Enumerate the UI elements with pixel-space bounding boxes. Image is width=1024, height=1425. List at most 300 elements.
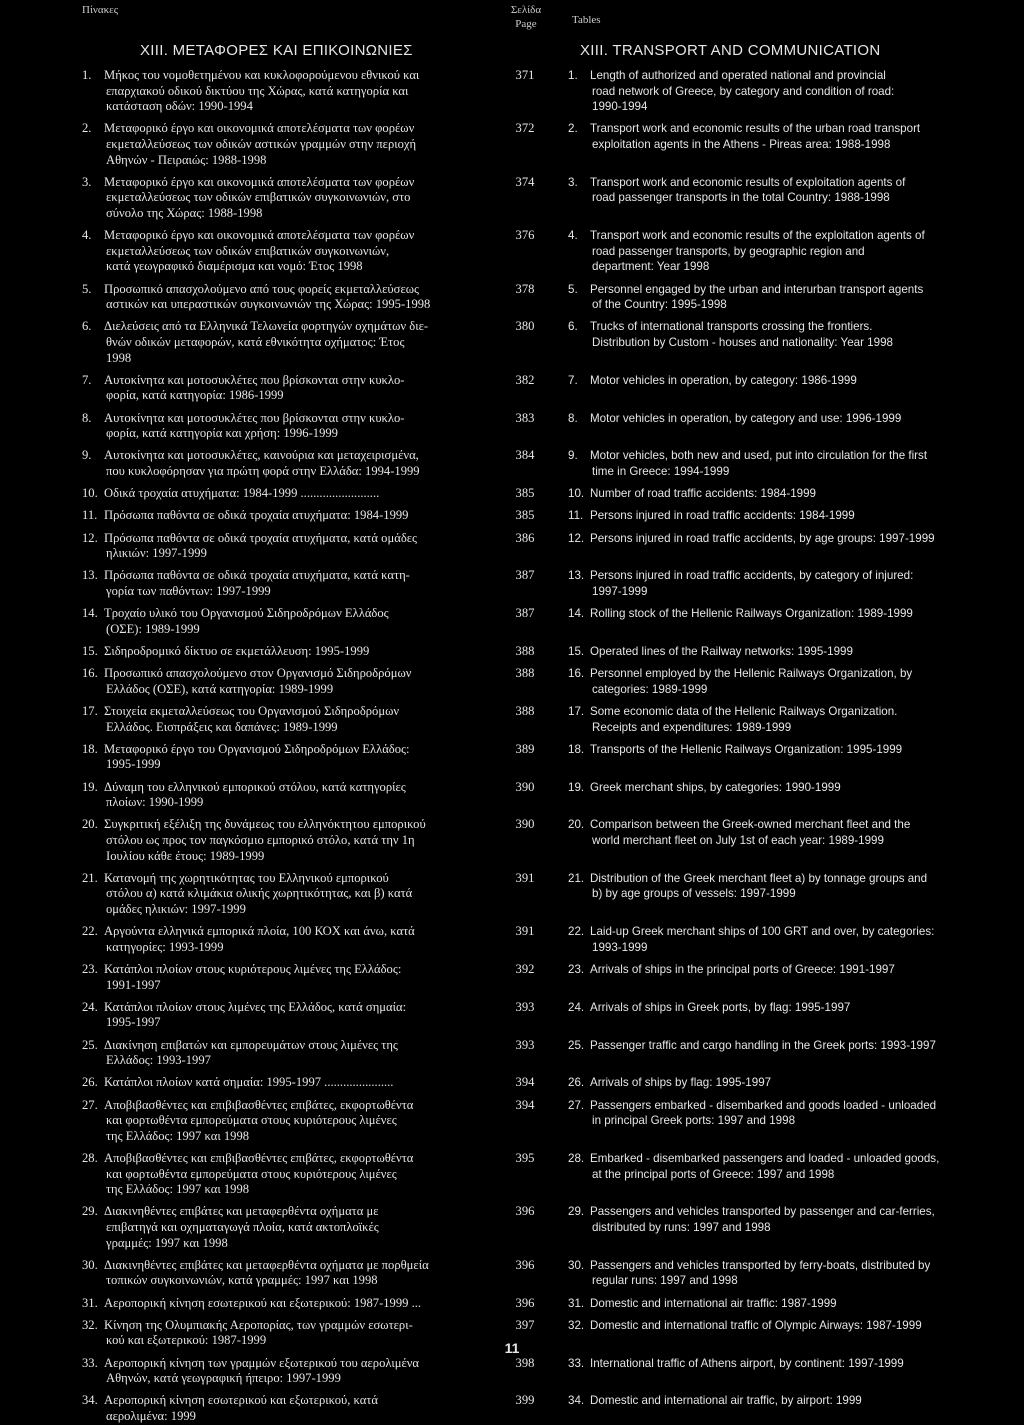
entry-title-en [568, 568, 996, 599]
entry-number: 2. [82, 121, 92, 136]
entry-text-en-line: Arrivals of ships in Greek ports, by flag: 1995-1997 [590, 1000, 851, 1014]
entry-text-en-line: Persons injured in road traffic accidents, by age groups: 1997-1999 [590, 531, 935, 545]
entry-text-gr-line: κατάσταση οδών: 1990-1994 [106, 99, 253, 114]
entry-number-en: 22. [568, 925, 585, 939]
entry-title-en [568, 68, 996, 115]
entry-text-gr-line: Τροχαίο υλικό του Οργανισμού Σιδηροδρόμων Ελλάδος [104, 606, 389, 621]
entry-number-en: 15. [568, 645, 585, 658]
entry-title-en [568, 742, 996, 758]
entry-title-gr [82, 68, 490, 115]
entry-text-gr-line: και φορτωθέντα εμπορεύματα στους κυριότερους λιμένες [106, 1166, 397, 1181]
entry-text-en-line: Motor vehicles in operation, by category and use: 1996-1999 [590, 411, 902, 425]
entry-text-gr-line: Κατανομή της χωρητικότητας του Ελληνικού εμπορικού [104, 870, 389, 885]
toc-entry[interactable] [0, 448, 1024, 479]
toc-entry[interactable] [0, 282, 1024, 313]
entry-text-gr-line: Διακινηθέντες επιβάτες και μεταφερθέντα οχήματα με [104, 1204, 379, 1219]
entry-page-number[interactable]: 399 [515, 1393, 535, 1408]
entry-text-gr-line: Ελλάδος: 1993-1997 [106, 1053, 211, 1068]
entry-title-en [568, 1393, 996, 1409]
entry-text-gr-line: 1998 [106, 350, 132, 365]
entry-text-gr-line: Στοιχεία εκμεταλλεύσεως του Οργανισμού Σιδηροδρόμων [104, 704, 400, 718]
entry-text-en-line: Receipts and expenditures: 1989-1999 [592, 720, 792, 734]
section-title-gr: XIII. ΜΕΤΑΦΟΡΕΣ ΚΑΙ ΕΠΙΚΟΙΝΩΝΙΕΣ [140, 42, 413, 59]
entry-title-en [568, 644, 996, 660]
entry-title-en [568, 319, 996, 350]
entry-title-en [568, 508, 996, 524]
entry-text-gr-line: Οδικά τροχαία ατυχήματα: 1984-1999 ......................... [104, 486, 380, 501]
entry-number: 30. [82, 1257, 98, 1272]
entry-page-number[interactable]: 396 [515, 1204, 535, 1219]
entry-page-number[interactable]: 398 [515, 1355, 535, 1370]
entry-text-en-line: Domestic and international air traffic: 1987-1999 [590, 1296, 837, 1310]
entry-number-en: 7. [568, 373, 578, 387]
entry-text-gr-line: Πρόσωπα παθόντα σε οδικά τροχαία ατυχήματα, κατά κατη- [104, 568, 410, 583]
entry-page-number[interactable]: 389 [515, 741, 535, 756]
entry-title-en [568, 871, 996, 902]
entry-number: 21. [82, 870, 98, 885]
entry-number: 3. [82, 174, 92, 189]
entry-text-gr-line: εκμεταλλεύσεως των οδικών επιβατικών συγκοινωνιών, στο [106, 190, 411, 205]
toc-entry[interactable] [0, 531, 1024, 562]
entry-text-gr-line: φορία, κατά κατηγορία: 1986-1999 [106, 388, 284, 403]
entry-text-en-line: 1997-1999 [592, 584, 648, 598]
entry-text-en-line: at the principal ports of Greece: 1997 and 1998 [592, 1167, 835, 1181]
entry-text-gr-line: της Ελλάδος: 1997 και 1998 [106, 1128, 250, 1143]
entry-text-en-line: Transport work and economic results of the urban road transport [590, 122, 921, 136]
entry-number-en: 8. [568, 411, 578, 425]
entry-text-gr-line: ηλικιών: 1997-1999 [106, 546, 207, 561]
entry-page-number[interactable]: 392 [515, 962, 535, 976]
entry-title-en [568, 1098, 996, 1129]
entry-text-gr-line: Σιδηροδρομικό δίκτυο σε εκμετάλλευση: 1995-1999 [104, 644, 370, 658]
entry-page-number[interactable]: 383 [515, 410, 535, 425]
entry-text-en-line: Rolling stock of the Hellenic Railways Organization: 1989-1999 [590, 607, 913, 621]
entry-number: 23. [82, 962, 98, 976]
entry-title-gr [82, 924, 490, 955]
entry-text-gr-line: Αυτοκίνητα και μοτοσυκλέτες που βρίσκονται στην κυκλο- [104, 410, 405, 425]
entry-text-en-line: Arrivals of ships by flag: 1995-1997 [590, 1076, 772, 1090]
entry-text-gr-line: Αεροπορική κίνηση εσωτερικού και εξωτερικού: 1987-1999 ... [104, 1295, 422, 1310]
entry-number: 22. [82, 924, 98, 939]
entry-title-gr [82, 448, 490, 479]
entry-number: 14. [82, 606, 98, 621]
entry-number: 1. [82, 68, 92, 82]
entry-number-en: 3. [568, 175, 578, 189]
entry-text-gr-line: επαρχιακού οδικού δικτύου της Χώρας, κατά κατηγορία και [106, 83, 409, 98]
entry-number-en: 10. [568, 487, 585, 501]
toc-entry[interactable] [0, 508, 1024, 524]
entry-text-gr-line: θνών οδικών μεταφορών, κατά εθνικότητα οχήματος: Έτος [106, 334, 405, 349]
entry-number: 33. [82, 1355, 98, 1370]
entry-title-gr [82, 1204, 490, 1251]
toc-entry[interactable] [0, 871, 1024, 918]
entry-text-gr-line: ομάδες ηλικιών: 1997-1999 [106, 901, 246, 916]
entry-title-en [568, 121, 996, 152]
entry-number: 24. [82, 999, 98, 1014]
entry-number-en: 32. [568, 1318, 585, 1332]
entry-number: 6. [82, 319, 92, 334]
section-title-en: XIII. TRANSPORT AND COMMUNICATION [580, 42, 881, 59]
entry-title-en [568, 282, 996, 313]
entry-text-en-line: Transports of the Hellenic Railways Organization: 1995-1999 [590, 742, 903, 756]
entry-text-en-line: Trucks of international transports crossing the frontiers. [590, 320, 873, 334]
entry-number-en: 24. [568, 1000, 585, 1014]
toc-entry[interactable] [0, 644, 1024, 660]
toc-entry[interactable] [0, 817, 1024, 864]
toc-entry[interactable] [0, 606, 1024, 637]
entry-title-en [568, 1296, 996, 1312]
entry-number: 26. [82, 1075, 98, 1090]
entry-text-gr-line: επιβατηγά και οχηματαγωγά πλοία, κατά ακτοπλοϊκές [106, 1219, 379, 1234]
entry-text-en-line: Persons injured in road traffic accidents: 1984-1999 [590, 509, 855, 523]
entry-number-en: 4. [568, 229, 578, 243]
entry-text-en-line: distributed by runs: 1997 and 1998 [592, 1220, 771, 1234]
entry-text-en-line: of the Country: 1995-1998 [592, 298, 727, 312]
toc-entry[interactable] [0, 924, 1024, 955]
toc-entry[interactable] [0, 704, 1024, 735]
entry-page-number[interactable]: 386 [515, 530, 535, 545]
entry-title-gr [82, 1038, 490, 1069]
entry-text-en-line: road network of Greece, by category and condition of road: [592, 84, 895, 98]
toc-entry[interactable] [0, 780, 1024, 811]
entry-text-gr-line: φορία, κατά κατηγορία και χρήση: 1996-1999 [106, 426, 338, 441]
entry-page-number[interactable]: 396 [515, 1257, 535, 1272]
entry-text-gr-line: Πρόσωπα παθόντα σε οδικά τροχαία ατυχήματα, κατά ομάδες [104, 530, 418, 545]
entry-text-gr-line: Πρόσωπα παθόντα σε οδικά τροχαία ατυχήματα: 1984-1999 [104, 508, 409, 523]
entry-text-gr-line: Αργούντα ελληνικά εμπορικά πλοία, 100 ΚΟΧ και άνω, κατά [104, 924, 415, 939]
entry-title-en [568, 924, 996, 955]
entry-title-gr [82, 1356, 490, 1387]
entry-text-en-line: Number of road traffic accidents: 1984-1999 [590, 487, 816, 501]
entry-text-gr-line: αερολιμένα: 1999 [106, 1408, 196, 1423]
entry-page-number[interactable]: 378 [515, 281, 535, 296]
entry-text-en-line: Distribution of the Greek merchant fleet a) by tonnage groups and [590, 871, 928, 885]
toc-entry[interactable] [0, 1356, 1024, 1387]
entry-text-en-line: Domestic and international traffic of Olympic Airways: 1987-1999 [590, 1318, 922, 1332]
entry-number-en: 33. [568, 1356, 585, 1370]
entry-number: 13. [82, 568, 98, 583]
entry-text-en-line: Motor vehicles in operation, by category: 1986-1999 [590, 373, 857, 387]
entry-number: 15. [82, 644, 98, 658]
entry-text-en-line: world merchant fleet on July 1st of each year: 1989-1999 [592, 833, 884, 847]
entry-page-number[interactable]: 394 [515, 1075, 535, 1090]
entry-title-en [568, 1204, 996, 1235]
entry-title-en [568, 486, 996, 502]
entry-title-gr [82, 282, 490, 313]
entry-page-number[interactable]: 396 [515, 1295, 535, 1310]
toc-entry[interactable] [0, 68, 1024, 115]
entry-number-en: 25. [568, 1038, 585, 1052]
entry-text-gr-line: κού και εξωτερικού: 1987-1999 [106, 1333, 267, 1348]
entry-number: 17. [82, 704, 98, 718]
entry-text-gr-line: Ελλάδος. Εισπράξεις και δαπάνες: 1989-1999 [106, 719, 338, 734]
entry-number: 29. [82, 1204, 98, 1219]
entry-title-en [568, 448, 996, 479]
entry-title-gr [82, 871, 490, 918]
entry-text-en-line: 1993-1999 [592, 940, 648, 954]
toc-entry[interactable] [0, 1296, 1024, 1312]
entry-page-number[interactable]: 372 [515, 121, 535, 136]
entry-text-gr-line: Συγκριτική εξέλιξη της δυνάμεως του ελληνόκτητου εμπορικού [104, 817, 426, 832]
entry-text-gr-line: σύνολο της Χώρας: 1988-1998 [106, 205, 263, 220]
entry-page-number[interactable]: 371 [515, 68, 535, 82]
entry-number-en: 1. [568, 69, 578, 82]
entry-text-gr-line: πλοίων: 1990-1999 [106, 795, 204, 810]
entry-number: 27. [82, 1097, 98, 1112]
entry-title-gr [82, 742, 490, 773]
entry-page-number[interactable]: 390 [515, 817, 535, 832]
entry-page-number[interactable]: 397 [515, 1317, 535, 1332]
entry-title-en [568, 531, 996, 547]
toc-entry[interactable] [0, 175, 1024, 222]
entry-page-number[interactable]: 376 [515, 228, 535, 243]
entry-text-gr-line: 1995-1999 [106, 757, 161, 772]
entry-text-en-line: Persons injured in road traffic accidents, by category of injured: [590, 569, 914, 583]
entry-text-en-line: exploitation agents in the Athens - Pireas area: 1988-1998 [592, 137, 891, 151]
entry-title-gr [82, 1151, 490, 1198]
entry-title-en [568, 780, 996, 796]
entry-text-en-line: Personnel employed by the Hellenic Railways Organization, by [590, 667, 913, 681]
entry-text-en-line: road passenger transports, by geographic region and [592, 244, 865, 258]
entry-text-gr-line: Προσωπικό απασχολούμενο στον Οργανισμό Σιδηροδρόμων [104, 666, 412, 681]
toc-entry[interactable] [0, 1258, 1024, 1289]
entry-text-gr-line: Κατάπλοι πλοίων στους λιμένες της Ελλάδος, κατά σημαία: [104, 999, 407, 1014]
toc-entry[interactable] [0, 1151, 1024, 1198]
entry-title-gr [82, 508, 490, 524]
entry-text-en-line: Embarked - disembarked passengers and loaded - unloaded goods, [590, 1152, 940, 1165]
entry-text-en-line: Laid-up Greek merchant ships of 100 GRT and over, by categories: [590, 925, 935, 939]
entry-text-en-line: Transport work and economic results of the exploitation agents of [590, 229, 925, 243]
entry-text-gr-line: Ιουλίου κάθε έτους: 1989-1999 [106, 848, 265, 863]
entry-text-en-line: Distribution by Custom - houses and nationality: Year 1998 [592, 335, 893, 349]
entry-title-gr [82, 175, 490, 222]
entry-number-en: 12. [568, 531, 585, 545]
entry-number: 8. [82, 410, 92, 425]
entry-title-gr [82, 817, 490, 864]
entry-text-gr-line: Κατάπλοι πλοίων στους κυριότερους λιμένες της Ελλάδος: [104, 962, 402, 976]
entry-title-gr [82, 606, 490, 637]
entry-text-gr-line: τοπικών συγκοινωνιών, κατά γραμμές: 1997 και 1998 [106, 1273, 378, 1288]
entry-text-gr-line: εκμεταλλεύσεως των οδικών αστικών γραμμών στην περιοχή [106, 136, 417, 151]
toc-entry[interactable] [0, 1393, 1024, 1424]
entry-text-gr-line: Αυτοκίνητα και μοτοσυκλέτες, καινούρια και μεταχειρισμένα, [104, 448, 419, 463]
entry-text-gr-line: Μεταφορικό έργο του Οργανισμού Σιδηροδρόμων Ελλάδος: [104, 741, 410, 756]
entry-number: 25. [82, 1037, 98, 1052]
toc-entry[interactable] [0, 319, 1024, 366]
entry-title-gr [82, 568, 490, 599]
entry-page-number[interactable]: 382 [515, 372, 535, 387]
entry-number: 19. [82, 779, 98, 794]
entry-title-en [568, 817, 996, 848]
entry-text-en-line: regular runs: 1997 and 1998 [592, 1274, 738, 1288]
entry-title-gr [82, 1393, 490, 1424]
entry-text-en-line: road passenger transports in the total Country: 1988-1998 [592, 191, 890, 205]
entry-text-gr-line: (ΟΣΕ): 1989-1999 [106, 621, 200, 636]
entry-page-number[interactable]: 385 [515, 486, 535, 501]
entry-text-gr-line: που κυκλοφόρησαν για πρώτη φορά στην Ελλάδα: 1994-1999 [106, 463, 420, 478]
entry-page-number[interactable]: 380 [515, 319, 535, 334]
entry-title-en [568, 175, 996, 206]
entry-text-gr-line: Αεροπορική κίνηση εσωτερικού και εξωτερικού, κατά [104, 1393, 379, 1408]
entry-page-number[interactable]: 388 [515, 666, 535, 681]
toc-entry[interactable] [0, 373, 1024, 404]
entry-number-en: 6. [568, 320, 578, 334]
entry-number: 4. [82, 228, 92, 243]
entry-text-en-line: Arrivals of ships in the principal ports of Greece: 1991-1997 [590, 963, 895, 976]
entry-text-en-line: in principal Greek ports: 1997 and 1998 [592, 1114, 796, 1128]
toc-entry[interactable] [0, 1000, 1024, 1031]
entry-number: 32. [82, 1317, 98, 1332]
entry-number-en: 18. [568, 742, 585, 756]
entry-text-en-line: Comparison between the Greek-owned merchant fleet and the [590, 818, 911, 832]
entry-text-en-line: International traffic of Athens airport, by continent: 1997-1999 [590, 1356, 904, 1370]
entry-text-gr-line: 1995-1997 [106, 1015, 161, 1030]
entry-text-gr-line: Προσωπικό απασχολούμενο από τους φορείς εκμεταλλεύσεως [104, 281, 420, 296]
entry-page-number[interactable]: 385 [515, 508, 535, 523]
entry-text-en-line: Passengers and vehicles transported by passenger and car-ferries, [590, 1205, 935, 1219]
entry-number: 9. [82, 448, 92, 463]
entry-number: 16. [82, 666, 98, 681]
entry-text-gr-line: Διελεύσεις από τα Ελληνικά Τελωνεία φορτηγών οχημάτων διε- [104, 319, 429, 334]
entry-title-en [568, 666, 996, 697]
entry-number: 7. [82, 372, 92, 387]
entry-title-gr [82, 1075, 490, 1091]
entry-title-en [568, 1356, 996, 1372]
entry-number-en: 26. [568, 1076, 585, 1090]
entry-title-gr [82, 121, 490, 168]
entry-title-en [568, 373, 996, 389]
entry-number-en: 19. [568, 780, 585, 794]
toc-entry[interactable] [0, 228, 1024, 275]
entry-page-number[interactable]: 388 [515, 644, 535, 658]
entry-text-gr-line: γορία των παθόντων: 1997-1999 [106, 583, 271, 598]
entry-title-gr [82, 666, 490, 697]
toc-entry[interactable] [0, 568, 1024, 599]
entry-text-en-line: categories: 1989-1999 [592, 682, 708, 696]
entry-page-number[interactable]: 390 [515, 779, 535, 794]
entry-title-en [568, 1038, 996, 1054]
entry-text-en-line: Transport work and economic results of exploitation agents of [590, 175, 906, 189]
entry-number-en: 28. [568, 1152, 585, 1165]
entry-text-gr-line: Κατάπλοι πλοίων κατά σημαία: 1995-1997 ...................... [104, 1075, 394, 1090]
toc-entry[interactable] [0, 486, 1024, 502]
entry-page-number[interactable]: 394 [515, 1097, 535, 1112]
page-number: 11 [504, 1340, 520, 1356]
entry-number: 20. [82, 817, 98, 832]
entry-text-gr-line: Κίνηση της Ολυμπιακής Αεροπορίας, των γραμμών εσωτερι- [104, 1317, 413, 1332]
entry-text-en-line: Personnel engaged by the urban and interurban transport agents [590, 282, 924, 296]
toc-entry[interactable] [0, 1038, 1024, 1069]
toc-entry[interactable] [0, 962, 1024, 993]
entry-title-en [568, 962, 996, 978]
entry-text-en-line: Operated lines of the Railway networks: 1995-1999 [590, 645, 853, 658]
entry-text-en-line: Domestic and international air traffic, by airport: 1999 [590, 1394, 862, 1408]
entry-title-en [568, 1000, 996, 1016]
toc-entry[interactable] [0, 121, 1024, 168]
entry-text-gr-line: Δύναμη του ελληνικού εμπορικού στόλου, κατά κατηγορίες [104, 779, 406, 794]
toc-entry[interactable] [0, 742, 1024, 773]
entry-title-gr [82, 780, 490, 811]
entry-title-gr [82, 486, 490, 502]
entry-number-en: 2. [568, 122, 578, 136]
entry-number-en: 14. [568, 607, 585, 621]
entry-text-en-line: Greek merchant ships, by categories: 1990-1999 [590, 780, 841, 794]
entry-number-en: 21. [568, 871, 585, 885]
entry-text-gr-line: Μήκος του νομοθετημένου και κυκλοφορούμενου εθνικού και [104, 68, 420, 82]
entry-text-gr-line: Αποβιβασθέντες και επιβιβασθέντες επιβάτες, εκφορτωθέντα [104, 1151, 414, 1165]
entry-page-number[interactable]: 374 [515, 174, 535, 189]
entry-text-gr-line: Μεταφορικό έργο και οικονομικά αποτελέσματα των φορέων [104, 228, 415, 243]
entry-text-gr-line: Αθηνών - Πειραιώς: 1988-1998 [106, 152, 267, 167]
entry-title-gr [82, 411, 490, 442]
entry-title-gr [82, 704, 490, 735]
entry-page-number[interactable]: 393 [515, 1037, 535, 1052]
entry-title-en [568, 228, 996, 275]
entry-number: 5. [82, 281, 92, 296]
toc-entry[interactable] [0, 666, 1024, 697]
entry-page-number[interactable]: 384 [515, 448, 535, 463]
entry-title-gr [82, 1296, 490, 1312]
entry-text-en-line: department: Year 1998 [592, 260, 710, 274]
entry-number: 10. [82, 486, 98, 501]
entry-page-number[interactable]: 391 [515, 870, 535, 885]
toc-entry[interactable] [0, 1075, 1024, 1091]
entry-page-number[interactable]: 387 [515, 606, 535, 621]
entry-text-gr-line: Ελλάδος (ΟΣΕ), κατά κατηγορία: 1989-1999 [106, 681, 334, 696]
entry-text-gr-line: εκμεταλλεύσεως των οδικών επιβατικών συγκοινωνιών, [106, 243, 390, 258]
entry-title-en [568, 606, 996, 622]
toc-entry[interactable] [0, 1098, 1024, 1145]
entry-text-en-line: Passenger traffic and cargo handling in the Greek ports: 1993-1997 [590, 1038, 936, 1052]
entry-number-en: 17. [568, 705, 585, 718]
toc-entry[interactable] [0, 411, 1024, 442]
entry-number-en: 13. [568, 569, 585, 583]
entry-number-en: 11. [568, 509, 584, 523]
entry-page-number[interactable]: 391 [515, 924, 535, 939]
entry-number: 28. [82, 1151, 98, 1165]
entry-page-number[interactable]: 393 [515, 999, 535, 1014]
entry-text-gr-line: Αεροπορική κίνηση των γραμμών εξωτερικού του αερολιμένα [104, 1355, 420, 1370]
entry-page-number[interactable]: 388 [515, 704, 535, 718]
entry-title-gr [82, 319, 490, 366]
entry-page-number[interactable]: 395 [515, 1151, 535, 1165]
entry-number-en: 20. [568, 818, 585, 832]
entry-page-number[interactable]: 387 [515, 568, 535, 583]
entry-text-gr-line: 1991-1997 [106, 977, 161, 992]
entry-text-en-line: Length of authorized and operated national and provincial [590, 69, 886, 82]
header-page-label-en: Page [515, 18, 537, 30]
entry-title-gr [82, 1258, 490, 1289]
entry-title-gr [82, 644, 490, 660]
entry-text-en-line: b) by age groups of vessels: 1997-1999 [592, 887, 796, 901]
entry-number-en: 5. [568, 282, 578, 296]
entry-number-en: 27. [568, 1098, 585, 1112]
entry-title-gr [82, 373, 490, 404]
entry-text-gr-line: κατά γεωγραφικό διαμέρισμα και νομό: Έτος 1998 [106, 259, 363, 274]
entry-number: 31. [82, 1295, 98, 1310]
toc-entry[interactable] [0, 1204, 1024, 1251]
entry-text-gr-line: Μεταφορικό έργο και οικονομικά αποτελέσματα των φορέων [104, 121, 415, 136]
header-left-label: Πίνακες [82, 4, 119, 16]
entry-title-gr [82, 962, 490, 993]
entry-number: 11. [82, 508, 98, 523]
entry-text-gr-line: Διακίνηση επιβατών και εμπορευμάτων στους λιμένες της [104, 1037, 398, 1052]
entry-title-en [568, 1151, 996, 1182]
entry-title-en [568, 1075, 996, 1091]
entry-title-gr [82, 1000, 490, 1031]
entry-number-en: 30. [568, 1258, 585, 1272]
entry-text-gr-line: στόλου ως προς τον παγκόσμιο εμπορικό στόλο, κατά την 1η [106, 832, 415, 847]
